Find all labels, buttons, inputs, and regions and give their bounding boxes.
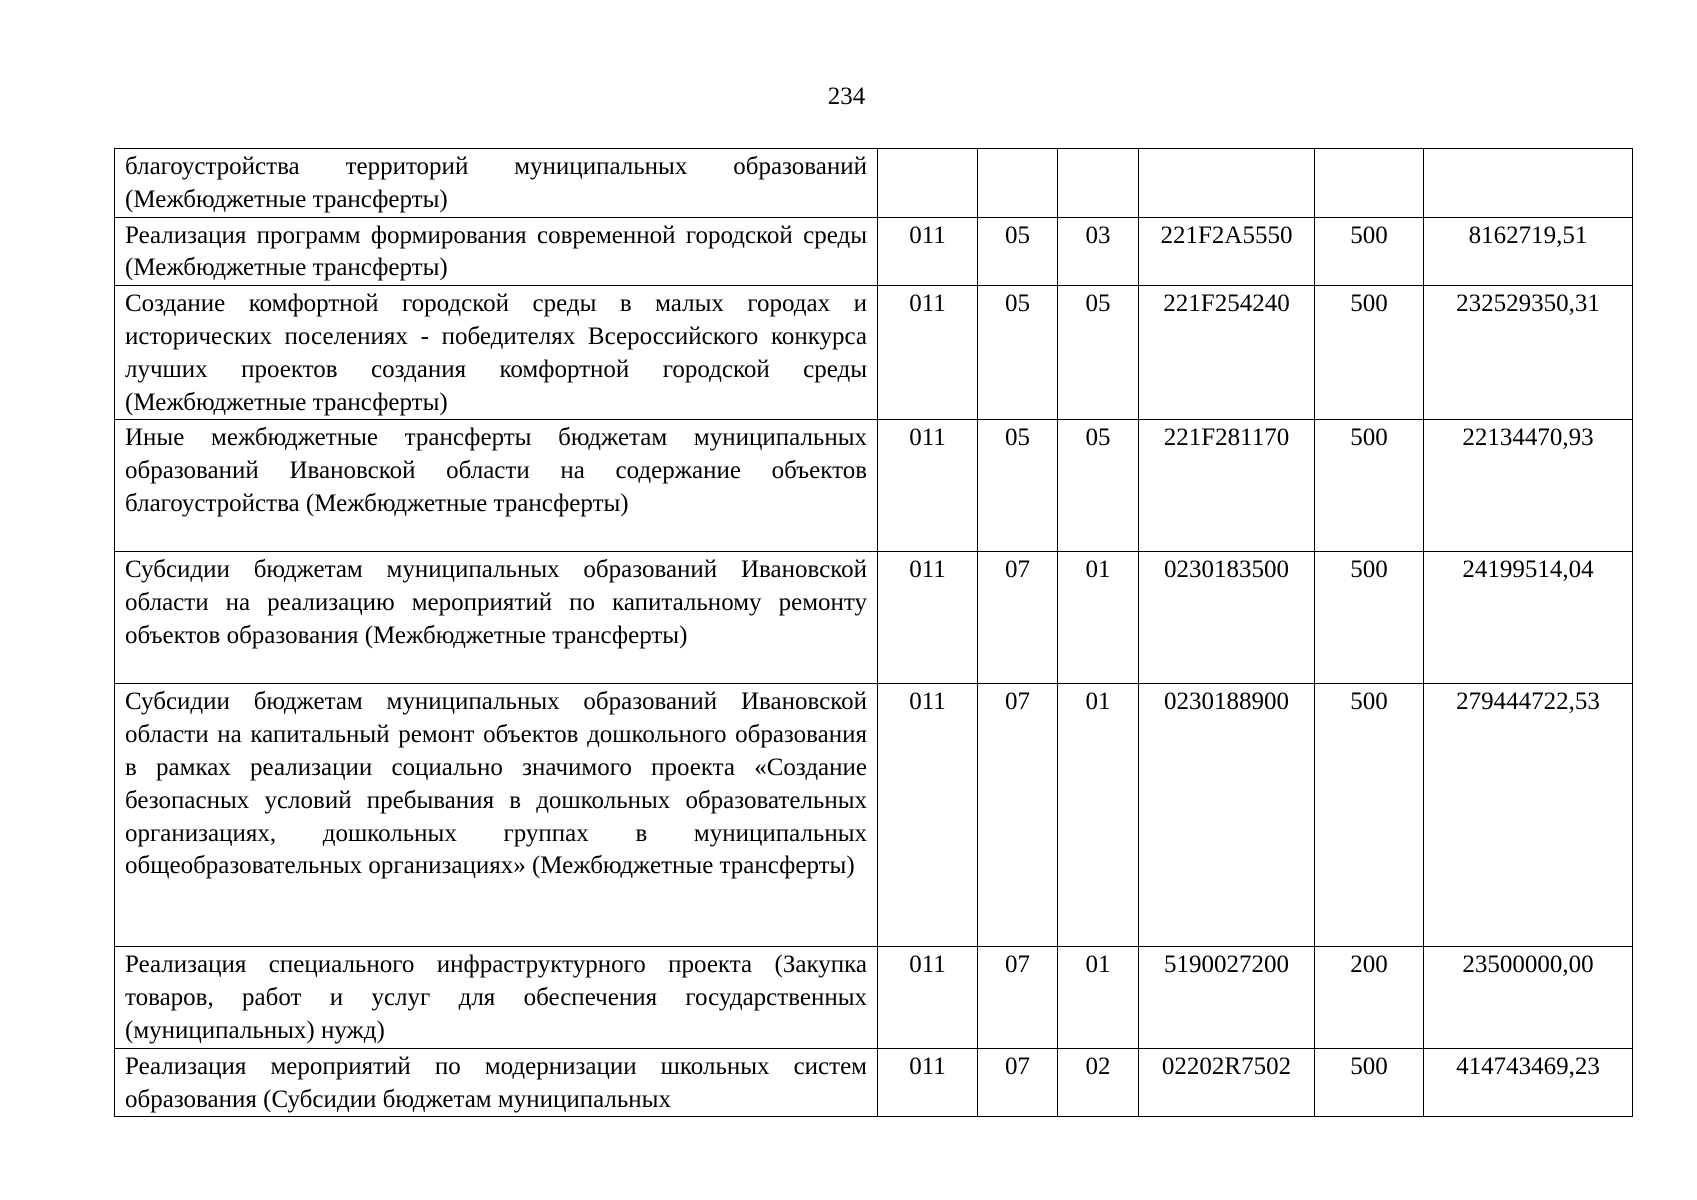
table-row [115, 947, 1633, 1048]
target-article-code: 221F2A5550 [1139, 217, 1315, 286]
expense-type-code: 500 [1315, 1048, 1424, 1117]
target-article-code: 221F254240 [1139, 286, 1315, 420]
amount-value: 23500000,00 [1424, 947, 1633, 1048]
amount-value [1424, 149, 1633, 218]
row-description: Создание комфортной городской среды в малых городах и исторических поселениях - победителях Всероссийского конкурса лучших проектов создания комфортной городской среды (Межбюджетные трансферты) [115, 286, 878, 420]
ministry-code: 011 [878, 286, 978, 420]
amount-value: 24199514,04 [1424, 552, 1633, 684]
expense-type-code: 200 [1315, 947, 1424, 1048]
row-description: благоустройства территорий муниципальных образований (Межбюджетные трансферты) [115, 149, 878, 218]
section-code [978, 149, 1058, 218]
table-row [115, 420, 1633, 552]
table-row [115, 1048, 1633, 1117]
section-code: 05 [978, 420, 1058, 552]
page-number: 234 [827, 83, 866, 110]
section-code: 07 [978, 947, 1058, 1048]
ministry-code: 011 [878, 684, 978, 947]
section-code: 05 [978, 286, 1058, 420]
expense-type-code: 500 [1315, 217, 1424, 286]
row-description: Субсидии бюджетам муниципальных образований Ивановской области на реализацию мероприятий по капитальному ремонту объектов образования (Межбюджетные трансферты) [115, 552, 878, 684]
expense-type-code [1315, 149, 1424, 218]
table-row [115, 217, 1633, 286]
section-code: 07 [978, 1048, 1058, 1117]
section-code: 07 [978, 552, 1058, 684]
table-row [115, 552, 1633, 684]
ministry-code [878, 149, 978, 218]
table-row [115, 149, 1633, 218]
target-article-code: 5190027200 [1139, 947, 1315, 1048]
row-description: Реализация программ формирования современной городской среды (Межбюджетные трансферты) [115, 217, 878, 286]
ministry-code: 011 [878, 1048, 978, 1117]
ministry-code: 011 [878, 947, 978, 1048]
amount-value: 22134470,93 [1424, 420, 1633, 552]
subsection-code: 01 [1058, 552, 1139, 684]
amount-value: 8162719,51 [1424, 217, 1633, 286]
amount-value: 232529350,31 [1424, 286, 1633, 420]
expense-type-code: 500 [1315, 286, 1424, 420]
expense-type-code: 500 [1315, 552, 1424, 684]
row-description: Реализация специального инфраструктурного проекта (Закупка товаров, работ и услуг для обеспечения государственных (муниципальных) нужд) [115, 947, 878, 1048]
amount-value: 414743469,23 [1424, 1048, 1633, 1117]
budget-table [114, 148, 1633, 1117]
section-code: 05 [978, 217, 1058, 286]
subsection-code: 05 [1058, 420, 1139, 552]
target-article-code: 02202R7502 [1139, 1048, 1315, 1117]
expense-type-code: 500 [1315, 684, 1424, 947]
ministry-code: 011 [878, 420, 978, 552]
target-article-code [1139, 149, 1315, 218]
table-row [115, 684, 1633, 947]
subsection-code: 01 [1058, 684, 1139, 947]
subsection-code: 02 [1058, 1048, 1139, 1117]
expense-type-code: 500 [1315, 420, 1424, 552]
subsection-code: 03 [1058, 217, 1139, 286]
row-description: Иные межбюджетные трансферты бюджетам муниципальных образований Ивановской области на содержание объектов благоустройства (Межбюджетные трансферты) [115, 420, 878, 552]
table-row [115, 286, 1633, 420]
subsection-code: 01 [1058, 947, 1139, 1048]
section-code: 07 [978, 684, 1058, 947]
target-article-code: 0230188900 [1139, 684, 1315, 947]
ministry-code: 011 [878, 217, 978, 286]
row-description: Субсидии бюджетам муниципальных образований Ивановской области на капитальный ремонт объектов дошкольного образования в рамках реализации социально значимого проекта «Создание безопасных условий пребывания в дошкольных образовательных организациях, дошкольных группах в муниципальных общеобразовательных организациях» (Межбюджетные трансферты) [115, 684, 878, 947]
amount-value: 279444722,53 [1424, 684, 1633, 947]
subsection-code [1058, 149, 1139, 218]
target-article-code: 0230183500 [1139, 552, 1315, 684]
ministry-code: 011 [878, 552, 978, 684]
target-article-code: 221F281170 [1139, 420, 1315, 552]
subsection-code: 05 [1058, 286, 1139, 420]
row-description: Реализация мероприятий по модернизации школьных систем образования (Субсидии бюджетам муниципальных [115, 1048, 878, 1117]
